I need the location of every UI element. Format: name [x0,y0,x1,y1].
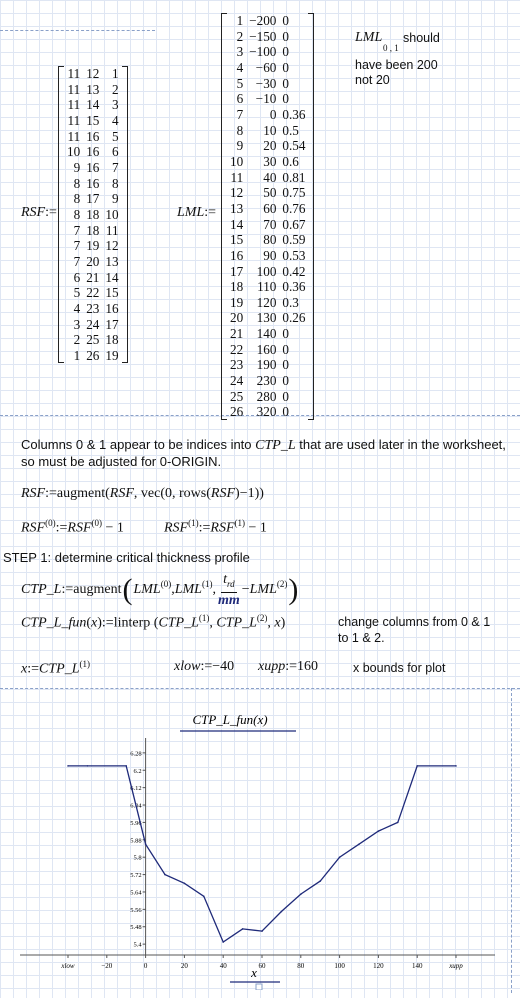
lml-row [227,232,308,248]
plot-x-tick-label: 40 [219,962,227,970]
rsf-row [64,82,122,98]
lml-cell: 0 [282,28,289,44]
lml-cell: 90 [263,247,277,263]
rsf-row [64,238,122,254]
rsf-cell: 17 [105,316,119,332]
rsf-name: RSF [21,205,46,220]
note-line1: should [403,31,440,45]
rsf-row [64,144,122,160]
rsf-bracket-right [122,66,128,363]
rsf-cell: 2 [73,332,81,348]
rsf-row [64,97,122,113]
lml-cell: 0.3 [282,294,299,310]
lml-row [227,170,308,186]
plot-x-tick-label: xupp [449,962,463,970]
plot-y-tick-label: 6.28 [130,750,142,758]
lml-cell: 10 [263,122,277,138]
lml-cell: 0 [282,326,289,342]
rsf-cell: 1 [111,66,119,81]
plot-data-point [416,765,418,767]
rsf-cell: 20 [86,253,100,269]
lml-assign: := [204,205,217,220]
rsf-cell: 11 [67,128,81,144]
lml-row [227,217,308,233]
lml-cell: 100 [256,263,277,279]
rsf-cell: 7 [73,238,81,254]
plot-y-tick-label: 5.56 [130,906,142,914]
rsf-row [64,207,122,223]
lml-cell: −30 [255,75,277,91]
plot-data-point [125,765,127,767]
plot-xlabel[interactable]: x [251,965,257,980]
rsf-cell: 4 [111,112,119,128]
lml-row [227,389,308,405]
lml-cell: 280 [256,388,277,404]
lml-cell: 120 [256,294,277,310]
rsf-row [64,317,122,333]
lml-cell: 0 [282,341,289,357]
lml-cell: 5 [236,75,244,91]
lml-matrix-table [227,13,308,420]
rsf-assign: := [45,205,57,220]
lml-cell: 9 [236,138,244,154]
step1-heading[interactable]: STEP 1: determine critical thickness profile [3,550,250,565]
lml-cell: 0.76 [282,200,306,216]
rsf-cell: 14 [86,97,100,113]
lml-row [227,373,308,389]
lml-cell: 0 [282,59,289,75]
region-border-plot-top [0,688,520,689]
rsf-cell: 8 [73,191,81,207]
lml-cell: 0.42 [282,263,306,279]
lml-row [227,342,308,358]
lml-cell: 60 [263,200,277,216]
rsf-row [64,191,122,207]
plot-y-tick-label: 6.04 [130,802,142,810]
lml-cell: 110 [257,279,277,295]
lml-row [227,154,308,170]
note-subscript: 0 , 1 [383,43,399,53]
plot-y-tick-label: 5.72 [130,872,142,880]
plot-x-tick-label: −20 [101,962,113,970]
lml-matrix[interactable] [221,13,314,420]
note-line3: not 20 [355,73,390,87]
rsf-row [64,129,122,145]
lml-cell: 2 [236,28,244,44]
plot-data-point [67,765,69,767]
rsf-cell: 11 [67,81,81,97]
rsf-cell: 3 [111,97,119,113]
lml-cell: 7 [236,106,244,122]
region-border-top-left [0,30,155,31]
lml-cell: −100 [249,44,277,60]
plot-y-tick-label: 5.96 [130,819,142,827]
rsf-row [64,113,122,129]
rsf-cell: 16 [86,128,100,144]
lml-cell: 0 [282,91,289,107]
lml-cell: 160 [256,341,277,357]
equation-ctp-l[interactable]: CTP_L := augment ( LML $^{(0)}$ , LML $^{(1)}$ , $t_{rd}$ mm − LML $^{(2)}$ ) [21,572,299,608]
lml-row [227,107,308,123]
rsf-cell: 13 [86,81,100,97]
lml-row [227,310,308,326]
plot-x-tick-label: 80 [297,962,305,970]
plot-data-point [319,880,321,882]
lml-row [227,295,308,311]
note-region[interactable] [355,30,505,88]
plot-y-tick-label: 5.8 [133,854,142,862]
rsf-cell: 26 [86,347,100,363]
lml-cell: 10 [230,153,244,169]
lml-cell: 24 [230,373,244,389]
plot-title[interactable]: CTP_L_fun(x) [192,712,268,727]
lml-cell: 13 [230,200,244,216]
equation-xlow-def[interactable]: xlow:=−40 [174,659,235,674]
rsf-cell: 6 [111,144,119,160]
rsf-cell: 14 [105,269,119,285]
lml-cell: 16 [230,247,244,263]
lml-cell: 230 [256,373,277,389]
lml-cell: 0.53 [282,247,306,263]
plot-data-point [164,874,166,876]
plot-x-tick-label: 60 [258,962,266,970]
lml-cell: 22 [230,341,244,357]
rsf-cell: 16 [105,300,119,316]
plot-data-point [378,830,380,832]
region-border-plot-right [511,688,512,993]
rsf-cell: 13 [105,253,119,269]
lml-cell: 0 [282,357,289,373]
lml-label[interactable] [177,205,216,221]
explanation-paragraph[interactable] [21,437,511,470]
rsf-cell: 18 [86,206,100,222]
rsf-cell: 7 [73,253,81,269]
lml-name: LML [177,205,205,220]
lml-cell: 0.67 [282,216,306,232]
lml-cell: 0 [269,106,277,122]
plot-y-tick-label: 5.4 [133,941,142,949]
rsf-row [64,66,122,82]
rsf-row [64,301,122,317]
lml-cell: −60 [255,59,277,75]
rsf-cell: 18 [105,332,119,348]
lml-row [227,185,308,201]
lml-cell: 20 [263,138,277,154]
lml-cell: 0.6 [282,153,299,169]
lml-cell: 0 [282,388,289,404]
rsf-cell: 5 [73,285,81,301]
plot-data-point [145,843,147,845]
note-line2: have been 200 [355,58,438,72]
lml-cell: 80 [263,232,277,248]
lml-row [227,76,308,92]
note-var: LML [355,30,383,45]
lml-row [227,326,308,342]
rsf-matrix[interactable] [58,66,128,363]
lml-cell: 15 [230,232,244,248]
plot-data-point [87,765,89,767]
plot-resize-handle[interactable] [256,984,262,990]
plot-data-point [222,941,224,943]
plot-x-tick-label: 140 [411,962,423,970]
rsf-label[interactable] [21,205,57,221]
lml-row [227,404,308,420]
lml-cell: −10 [255,91,277,107]
lml-cell: 0.75 [282,185,306,201]
plot-data-point [242,928,244,930]
lml-cell: 0 [282,404,289,420]
paragraph-line2: so must be adjusted for 0-ORIGIN. [21,454,222,469]
lml-cell: 23 [230,357,244,373]
lml-cell: 20 [230,310,244,326]
equation-rsf-col0[interactable]: $RSF^{(0)}:=RSF^{(0)} - 1$ [21,518,124,536]
equation-rsf-col1[interactable]: $RSF^{(1)}:=RSF^{(1)} - 1$ [164,518,267,536]
rsf-row [64,160,122,176]
rsf-cell: 5 [111,128,119,144]
rsf-cell: 8 [73,206,81,222]
plot-data-point [339,856,341,858]
plot-y-tick-label: 5.88 [130,837,142,845]
plot-x-tick-label: xlow [61,962,75,970]
plot-data-point [184,882,186,884]
plot-data-point [281,911,283,913]
lml-row [227,279,308,295]
lml-row [227,44,308,60]
rsf-cell: 24 [86,316,100,332]
rsf-cell: 21 [86,269,100,285]
rsf-cell: 19 [105,347,119,363]
lml-cell: 0 [282,373,289,389]
lml-cell: 12 [230,185,244,201]
lml-cell: 320 [256,404,277,420]
plot-data-point [455,765,457,767]
lml-cell: 26 [230,404,244,420]
lml-cell: 0.59 [282,232,306,248]
plot-data-point [300,893,302,895]
lml-cell: 0.26 [282,310,306,326]
lml-cell: 25 [230,388,244,404]
lml-cell: 50 [263,185,277,201]
lml-cell: 1 [236,13,244,28]
rsf-cell: 2 [111,81,119,97]
rsf-cell: 12 [105,238,119,254]
rsf-row [64,270,122,286]
rsf-cell: 8 [111,175,119,191]
rsf-cell: 11 [67,66,81,81]
plot-data-point [397,822,399,824]
rsf-row [64,348,122,364]
lml-cell: 4 [236,59,244,75]
plot-region[interactable] [0,700,511,990]
plot-x-tick-label: 0 [143,962,148,970]
rsf-cell: 15 [105,285,119,301]
lml-row [227,138,308,154]
lml-cell: 70 [263,216,277,232]
lml-row [227,264,308,280]
lml-cell: 17 [230,263,244,279]
lml-row [227,29,308,45]
lml-cell: −150 [249,28,277,44]
lml-cell: 6 [236,91,244,107]
comment-change-columns[interactable]: change columns from 0 & 1 to 1 & 2. [338,615,491,645]
rsf-row [64,332,122,348]
plot-series-line[interactable] [68,766,456,942]
rsf-cell: 19 [86,238,100,254]
lml-cell: 0.81 [282,169,306,185]
plot-data-point [358,843,360,845]
lml-cell: 30 [263,153,277,169]
rsf-cell: 10 [67,144,81,160]
equation-xupp-def[interactable]: xupp:=160 [258,659,319,674]
lml-cell: 19 [230,294,244,310]
rsf-cell: 6 [73,269,81,285]
rsf-cell: 23 [86,300,100,316]
lml-cell: 11 [230,169,244,185]
lml-row [227,201,308,217]
plot-data-point [203,896,205,898]
lml-cell: 3 [236,44,244,60]
rsf-row [64,285,122,301]
rsf-cell: 16 [86,159,100,175]
rsf-cell: 15 [86,112,100,128]
lml-cell: 130 [256,310,277,326]
lml-row [227,357,308,373]
rsf-cell: 11 [105,222,119,238]
lml-cell: 21 [230,326,244,342]
lml-cell: 0.54 [282,138,306,154]
lml-cell: 0 [282,13,289,28]
rsf-cell: 11 [67,112,81,128]
rsf-cell: 3 [73,316,81,332]
rsf-row [64,223,122,239]
lml-cell: 18 [230,279,244,295]
rsf-matrix-table [64,66,122,363]
lml-cell: −200 [249,13,277,28]
equation-rsf-augment[interactable]: RSF:=augment(RSF, vec(0, rows(RSF)−1)) [21,486,264,501]
rsf-row [64,176,122,192]
ctp-l-fun-plot[interactable] [0,700,511,990]
rsf-cell: 10 [105,206,119,222]
rsf-cell: 11 [67,97,81,113]
rsf-cell: 9 [73,159,81,175]
rsf-cell: 16 [86,144,100,160]
rsf-cell: 18 [86,222,100,238]
plot-x-tick-label: 20 [180,962,188,970]
rsf-cell: 12 [86,66,100,81]
plot-y-tick-label: 6.2 [133,767,142,775]
plot-x-tick-label: 100 [334,962,345,970]
rsf-cell: 8 [73,175,81,191]
lml-cell: 140 [256,326,277,342]
lml-row [227,13,308,29]
rsf-cell: 22 [86,285,100,301]
lml-row [227,248,308,264]
lml-cell: 0.36 [282,279,306,295]
rsf-row [64,254,122,270]
lml-cell: 40 [263,169,277,185]
paragraph-line1: Columns 0 & 1 appear to be indices into CTP_L that are used later in the worksheet, [21,437,506,453]
lml-cell: 0 [282,75,289,91]
rsf-cell: 9 [111,191,119,207]
rsf-cell: 16 [86,175,100,191]
lml-row [227,60,308,76]
lml-cell: 190 [256,357,277,373]
rsf-cell: 17 [86,191,100,207]
lml-bracket-right [308,13,314,420]
plot-data-point [261,930,263,932]
lml-cell: 0.36 [282,106,306,122]
rsf-cell: 7 [73,222,81,238]
plot-y-tick-label: 5.64 [130,889,142,897]
fraction-trd-mm: $t_{rd}$ mm [217,572,240,608]
plot-y-tick-label: 5.48 [130,924,142,932]
lml-cell: 0 [282,44,289,60]
lml-cell: 14 [230,216,244,232]
comment-x-bounds[interactable]: x bounds for plot [353,661,446,675]
rsf-cell: 25 [86,332,100,348]
rsf-cell: 1 [73,347,81,363]
equation-x-def[interactable]: $x:=CTP\_L^{(1)}$ [21,659,90,677]
lml-cell: 0.5 [282,122,299,138]
lml-row [227,91,308,107]
plot-y-tick-label: 6.12 [130,785,142,793]
equation-ctp-l-fun[interactable]: CTP_L_fun(x):=linterp ($CTP\_L^{(1)}$, $CTP\_L^{(2)}$, x) [21,613,286,631]
plot-x-tick-label: 120 [373,962,384,970]
rsf-cell: 4 [73,300,81,316]
lml-row [227,123,308,139]
rsf-cell: 7 [111,159,119,175]
lml-cell: 8 [236,122,244,138]
